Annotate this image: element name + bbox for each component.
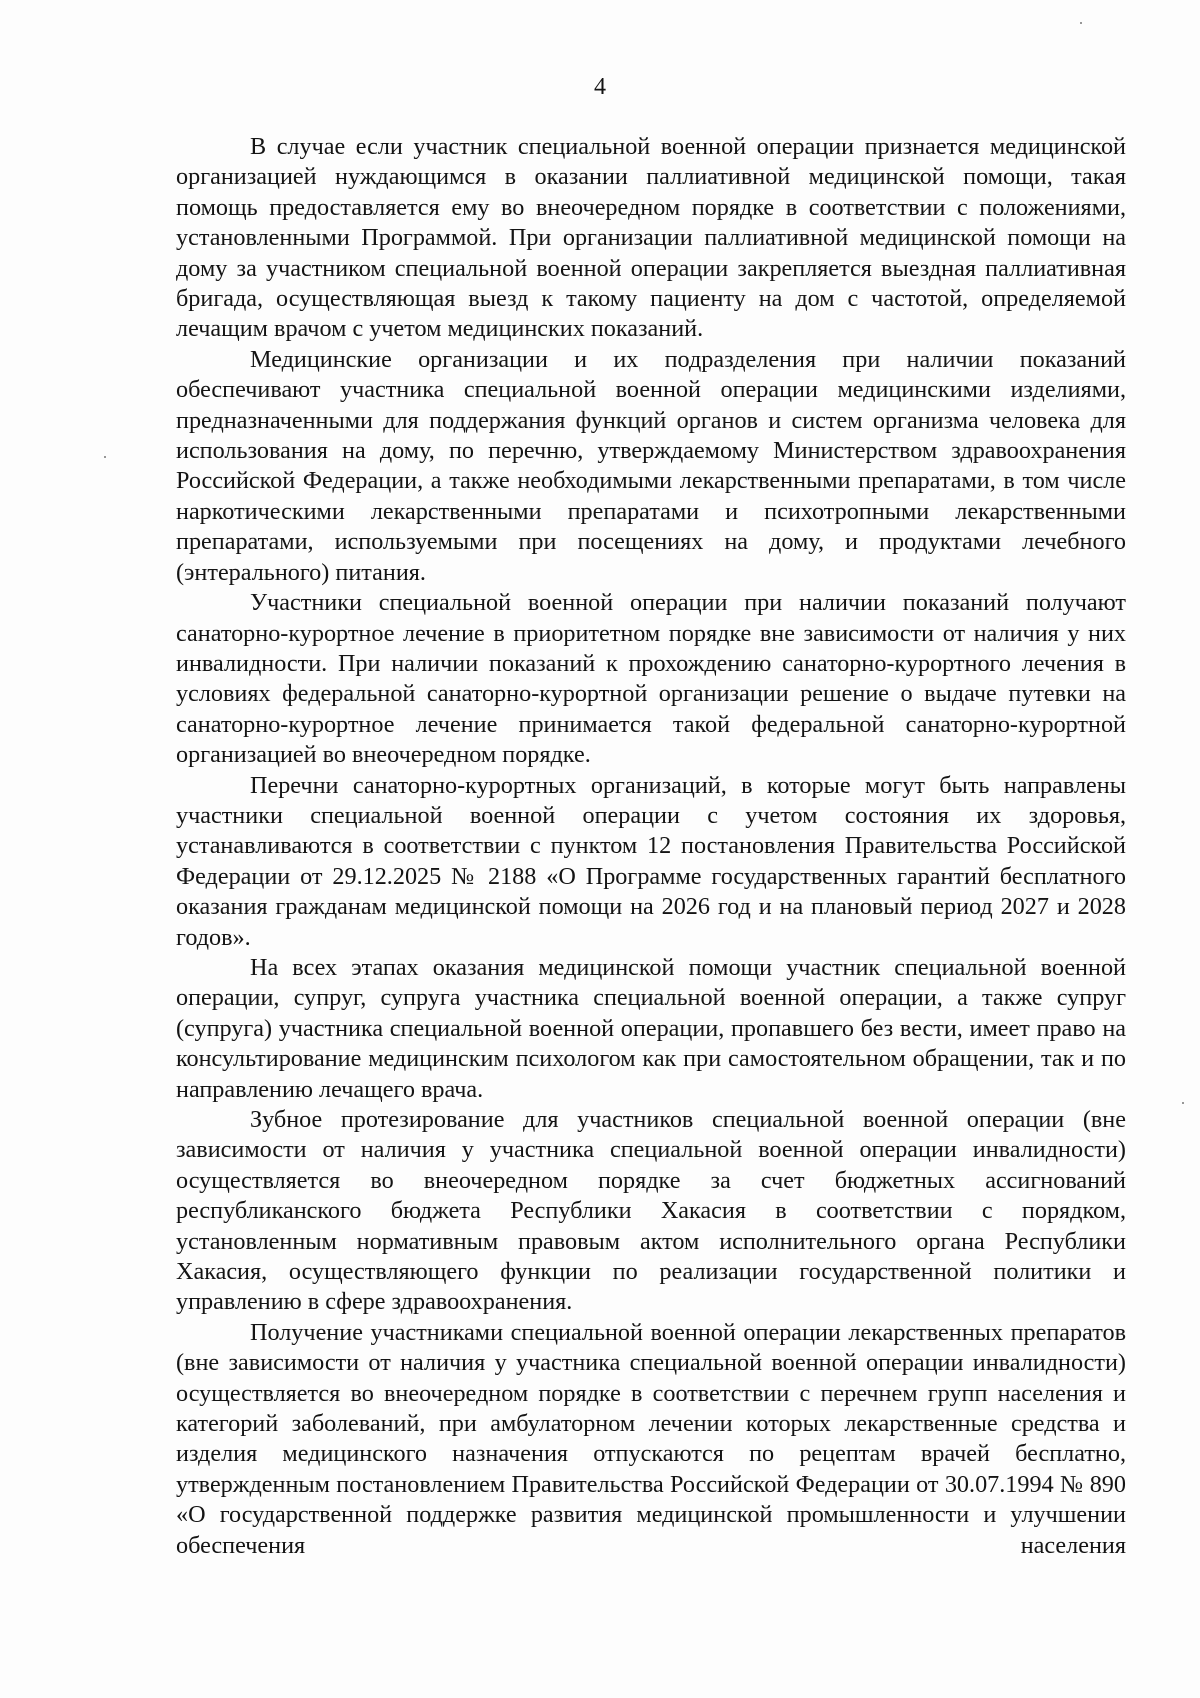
scan-speck	[1080, 22, 1082, 24]
paragraph-medical-devices: Медицинские организации и их подразделения при наличии показаний обеспечивают участника специальной военной операции медицинскими изделиями, предназначенными для поддержания функций органов и систем организма человека для использования на дому, по перечню, утверждаемому Министерством здравоохранения Российской Федерации, а также необходимыми лекарственными препаратами, в том числе наркотическими лекарственными препаратами и психотропными лекарственными препаратами, используемыми при посещениях на дому, и продуктами лечебного (энтерального) питания.	[176, 345, 1126, 586]
paragraph-dental-prosthetics: Зубное протезирование для участников специальной военной операции (вне зависимости от наличия у участника специальной военной операции инвалидности) осуществляется во внеочередном порядке за счет бюджетных ассигнований республиканского бюджета Республики Хакасия в соответствии с порядком, установленным нормативным правовым актом исполнительного органа Республики Хакасия, осуществляющего функции по реализации государственной политики и управлению в сфере здравоохранения.	[176, 1106, 1126, 1316]
paragraph-psychologist-consultation: На всех этапах оказания медицинской помощи участник специальной военной операции, супруг, супруга участника специальной военной операции, а также супруг (супруга) участника специальной военной операции, пропавшего без вести, имеет право на консультирование медицинским психологом как при самостоятельном обращении, так и по направлению лечащего врача.	[176, 953, 1126, 1103]
document-body	[176, 132, 1126, 1561]
page-number: 4	[594, 74, 606, 100]
paragraph-sanatorium-lists: Перечни санаторно-курортных организаций, в которые могут быть направлены участники специальной военной операции с учетом состояния их здоровья, устанавливаются в соответствии с пунктом 12 постановления Правительства Российской Федерации от 29.12.2025 № 2188 «О Программе государственных гарантий бесплатного оказания гражданам медицинской помощи на 2026 год и на плановый период 2027 и 2028 годов».	[176, 771, 1126, 951]
paragraph-medicines-supply: Получение участниками специальной военной операции лекарственных препаратов (вне зависимости от наличия у участника специальной военной операции инвалидности) осуществляется во внеочередном порядке в соответствии с перечнем групп населения и категорий заболеваний, при амбулаторном лечении которых лекарственные средства и изделия медицинского назначения отпускаются по рецептам врачей бесплатно, утвержденным постановлением Правительства Российской Федерации от 30.07.1994 № 890 «О государственной поддержке развития медицинской промышленности и улучшении обеспечения населения	[176, 1318, 1126, 1559]
scan-speck	[104, 456, 106, 458]
scan-speck	[1182, 1102, 1184, 1104]
paragraph-palliative-care: В случае если участник специальной военной операции признается медицинской организацией нуждающимся в оказании паллиативной медицинской помощи, такая помощь предоставляется ему во внеочередном порядке в соответствии с положениями, установленными Программой. При организации паллиативной медицинской помощи на дому за участником специальной военной операции закрепляется выездная паллиативная бригада, осуществляющая выезд к такому пациенту на дом с частотой, определяемой лечащим врачом с учетом медицинских показаний.	[176, 133, 1126, 343]
paragraph-sanatorium-treatment: Участники специальной военной операции при наличии показаний получают санаторно-курортное лечение в приоритетном порядке вне зависимости от наличия у них инвалидности. При наличии показаний к прохождению санаторно-курортного лечения в условиях федеральной санаторно-курортной организации решение о выдаче путевки на санаторно-курортное лечение принимается такой федеральной санаторно-курортной организацией во внеочередном порядке.	[176, 589, 1126, 769]
